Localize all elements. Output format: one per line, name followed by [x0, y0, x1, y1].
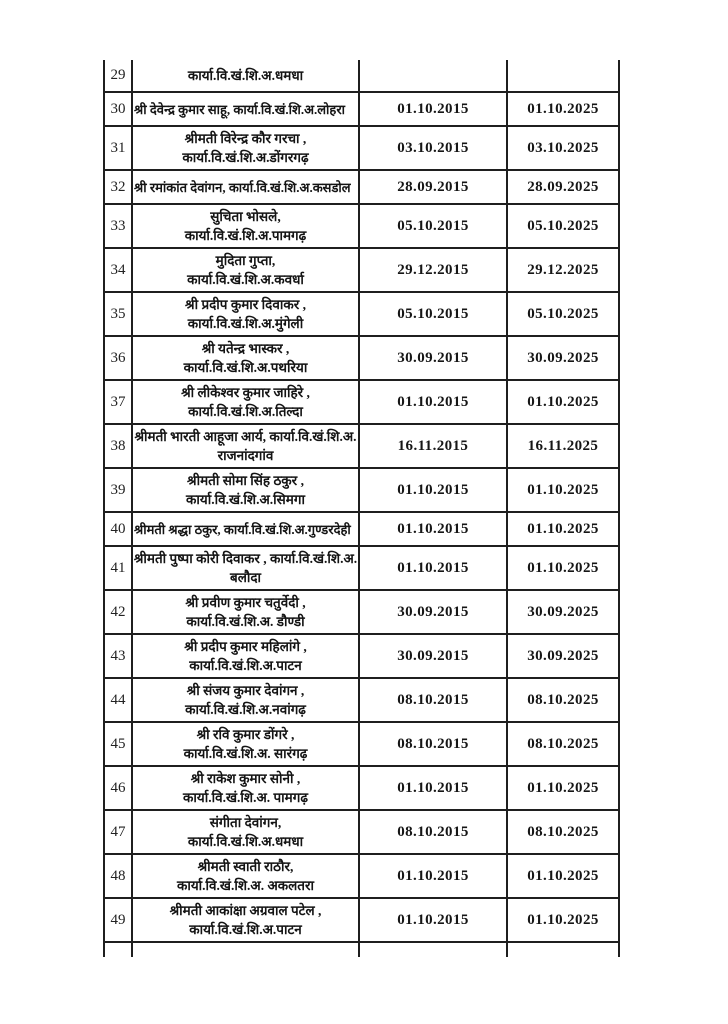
name-text [133, 469, 358, 511]
serial-cell [105, 899, 133, 941]
table-row [105, 811, 620, 855]
date-from: 08.10.2015 [397, 823, 469, 840]
table-row [105, 723, 620, 767]
name-cell [133, 127, 360, 169]
name-line-2: कार्या.वि.खं.शि.अ.सिमगा [186, 492, 305, 507]
name-line-1: मुदिता गुप्ता, [215, 253, 276, 268]
date-to-cell [508, 469, 620, 511]
serial-cell [105, 205, 133, 247]
date-to-cell [508, 60, 620, 91]
date-to: 01.10.2025 [527, 520, 599, 537]
name-cell [133, 855, 360, 897]
date-to: 30.09.2025 [527, 349, 599, 366]
name-text [133, 547, 358, 589]
name-line-2: कार्या.वि.खं.शि.अ.नवांगढ़ [185, 702, 306, 717]
date-from: 28.09.2015 [397, 178, 469, 195]
date-from-cell [360, 93, 508, 125]
name-cell [133, 93, 360, 125]
name-line-2: कार्या.वि.खं.शि.अ. पामगढ़ [183, 790, 308, 805]
date-from: 16.11.2015 [397, 437, 469, 454]
date-to-cell [508, 425, 620, 467]
date-to-cell [508, 205, 620, 247]
table-row [105, 381, 620, 425]
date-to-cell [508, 547, 620, 589]
serial-number: 38 [110, 437, 126, 454]
name-text [133, 899, 358, 941]
name-text [133, 591, 358, 633]
name-text [133, 767, 358, 809]
date-from-cell [360, 513, 508, 545]
table-row [105, 249, 620, 293]
date-from-cell [360, 723, 508, 765]
serial-number: 44 [110, 691, 126, 708]
table-row [105, 899, 620, 943]
name-line-1: श्री राकेश कुमार सोनी , [190, 771, 301, 786]
date-from-cell [360, 205, 508, 247]
date-to-cell [508, 679, 620, 721]
serial-number: 46 [110, 779, 126, 796]
name-cell [133, 899, 360, 941]
name-line-1: श्री रमांकांत देवांगन, कार्या.वि.खं.शि.अ.कसडोल [134, 179, 351, 195]
name-cell [133, 591, 360, 633]
serial-cell [105, 249, 133, 291]
date-from: 08.10.2015 [397, 735, 469, 752]
name-line-1: श्रीमती भारती आहूजा आर्य, कार्या.वि.खं.शि.अ. [134, 429, 357, 444]
name-line-2: बलौदा [229, 570, 262, 585]
name-line-1: श्री रवि कुमार डोंगरे , [196, 727, 295, 742]
name-cell [133, 943, 360, 957]
serial-cell [105, 547, 133, 589]
date-from: 29.12.2015 [397, 261, 469, 278]
table-row [105, 171, 620, 205]
date-from-cell [360, 547, 508, 589]
name-text [133, 943, 358, 957]
name-cell [133, 249, 360, 291]
table-row [105, 337, 620, 381]
name-text [133, 723, 358, 765]
date-to: 03.10.2025 [527, 139, 599, 156]
name-line-1: श्रीमती विरेन्द्र कौर गरचा , [184, 131, 307, 146]
date-to: 30.09.2025 [527, 603, 599, 620]
date-from: 08.10.2015 [397, 691, 469, 708]
name-text [133, 811, 358, 853]
name-text [133, 205, 358, 247]
serial-number: 41 [110, 559, 126, 576]
name-line-2: कार्या.वि.खं.शि.अ.पामगढ़ [184, 228, 307, 243]
name-line-1: श्री प्रदीप कुमार महिलांगे , [184, 639, 307, 654]
name-line-2: कार्या.वि.खं.शि.अ. डौण्डी [186, 614, 305, 629]
date-to: 16.11.2025 [527, 437, 599, 454]
name-line-2: कार्या.वि.खं.शि.अ.डोंगरगढ़ [182, 150, 309, 165]
name-cell [133, 635, 360, 677]
date-to-cell [508, 249, 620, 291]
name-line-1: श्री लीकेश्वर कुमार जाहिरे , [181, 385, 310, 400]
date-to: 01.10.2025 [527, 100, 599, 117]
date-from: 01.10.2015 [397, 867, 469, 884]
date-to-cell [508, 635, 620, 677]
name-line-1: कार्या.वि.खं.शि.अ.धमधा [187, 68, 304, 83]
date-to: 01.10.2025 [527, 867, 599, 884]
name-cell [133, 469, 360, 511]
date-from-cell [360, 381, 508, 423]
date-from: 01.10.2015 [397, 481, 469, 498]
date-from: 30.09.2015 [397, 349, 469, 366]
name-text [133, 513, 358, 545]
date-to-cell [508, 855, 620, 897]
name-cell [133, 679, 360, 721]
name-line-1: श्रीमती आकांक्षा अग्रवाल पटेल , [169, 903, 322, 918]
date-to: 01.10.2025 [527, 393, 599, 410]
name-line-1: श्रीमती स्वाती राठौर, [197, 859, 294, 874]
name-line-1: श्री देवेन्द्र कुमार साहू, कार्या.वि.खं.शि.अ.लोहरा [134, 101, 346, 117]
name-line-1: श्रीमती सोमा सिंह ठकुर , [187, 473, 304, 488]
date-from-cell [360, 943, 508, 957]
serial-number: 43 [110, 647, 126, 664]
date-from: 01.10.2015 [397, 911, 469, 928]
date-from: 01.10.2015 [397, 100, 469, 117]
date-from-cell [360, 811, 508, 853]
date-to: 08.10.2025 [527, 691, 599, 708]
serial-cell [105, 381, 133, 423]
serial-cell [105, 469, 133, 511]
serial-cell [105, 767, 133, 809]
name-line-2: कार्या.वि.खं.शि.अ.पथरिया [183, 360, 308, 375]
date-from-cell [360, 249, 508, 291]
name-text [133, 425, 358, 467]
personnel-table [103, 60, 620, 957]
name-cell [133, 811, 360, 853]
name-line-1: श्रीमती पुष्पा कोरी दिवाकर , कार्या.वि.खं.शि.अ. [133, 551, 358, 566]
name-text [133, 337, 358, 379]
serial-cell [105, 943, 133, 957]
date-from: 03.10.2015 [397, 139, 469, 156]
serial-number: 37 [110, 393, 126, 410]
table-row [105, 425, 620, 469]
serial-cell [105, 513, 133, 545]
table-row [105, 591, 620, 635]
name-text [133, 249, 358, 291]
name-line-2: कार्या.वि.खं.शि.अ.तिल्दा [188, 404, 303, 419]
date-to-cell [508, 723, 620, 765]
name-cell [133, 60, 360, 91]
serial-cell [105, 60, 133, 91]
date-to-cell [508, 293, 620, 335]
name-cell [133, 513, 360, 545]
date-from-cell [360, 591, 508, 633]
date-to-cell [508, 337, 620, 379]
table-row [105, 855, 620, 899]
name-text [133, 381, 358, 423]
date-to: 01.10.2025 [527, 779, 599, 796]
date-from-cell [360, 635, 508, 677]
serial-number: 30 [110, 100, 126, 117]
name-cell [133, 381, 360, 423]
name-line-1: श्रीमती श्रद्धा ठकुर, कार्या.वि.खं.शि.अ.गुण्डरदेही [134, 521, 351, 537]
name-line-2: कार्या.वि.खं.शि.अ.पाटन [189, 922, 302, 937]
date-from-cell [360, 60, 508, 91]
serial-number: 39 [110, 481, 126, 498]
table-row [105, 127, 620, 171]
date-to-cell [508, 513, 620, 545]
serial-number: 33 [110, 217, 126, 234]
serial-number: 45 [110, 735, 126, 752]
table-row [105, 93, 620, 127]
name-line-1: श्री संजय कुमार देवांगन , [186, 683, 305, 698]
name-line-2: कार्या.वि.खं.शि.अ.पाटन [189, 658, 302, 673]
serial-cell [105, 425, 133, 467]
date-from-cell [360, 171, 508, 203]
date-to: 08.10.2025 [527, 735, 599, 752]
serial-number: 31 [110, 139, 126, 156]
serial-number: 36 [110, 349, 126, 366]
date-from: 01.10.2015 [397, 779, 469, 796]
date-to-cell [508, 93, 620, 125]
date-from: 01.10.2015 [397, 559, 469, 576]
table-row [105, 293, 620, 337]
name-text [133, 171, 358, 203]
date-to: 01.10.2025 [527, 911, 599, 928]
date-to-cell [508, 899, 620, 941]
name-cell [133, 171, 360, 203]
serial-number: 47 [110, 823, 126, 840]
date-to: 29.12.2025 [527, 261, 599, 278]
date-from-cell [360, 767, 508, 809]
date-to: 30.09.2025 [527, 647, 599, 664]
serial-cell [105, 679, 133, 721]
date-from-cell [360, 679, 508, 721]
name-line-2: कार्या.वि.खं.शि.अ. अकलतरा [176, 878, 315, 893]
date-from-cell [360, 425, 508, 467]
serial-number: 40 [110, 520, 126, 537]
table-row [105, 469, 620, 513]
name-line-2: कार्या.वि.खं.शि.अ.कवर्धा [187, 272, 304, 287]
serial-cell [105, 635, 133, 677]
name-line-1: श्री प्रवीण कुमार चतुर्वेदी , [185, 595, 306, 610]
name-line-1: श्री प्रदीप कुमार दिवाकर , [185, 297, 306, 312]
table-row [105, 60, 620, 93]
date-to-cell [508, 127, 620, 169]
name-cell [133, 767, 360, 809]
table-row [105, 205, 620, 249]
name-cell [133, 723, 360, 765]
name-text [133, 60, 358, 91]
date-to-cell [508, 381, 620, 423]
name-line-2: कार्या.वि.खं.शि.अ.मुंगेली [187, 316, 304, 331]
serial-number: 35 [110, 305, 126, 322]
table-row-cutoff [105, 943, 620, 957]
name-line-2: राजनांदगांव [217, 448, 274, 463]
name-line-1: सुचिता भोसले, [210, 209, 281, 224]
serial-cell [105, 591, 133, 633]
name-cell [133, 425, 360, 467]
name-line-1: श्री यतेन्द्र भास्कर , [201, 341, 290, 356]
serial-number: 34 [110, 261, 126, 278]
name-line-2: कार्या.वि.खं.शि.अ.धमधा [187, 834, 304, 849]
date-to: 08.10.2025 [527, 823, 599, 840]
date-from-cell [360, 899, 508, 941]
date-to-cell [508, 943, 620, 957]
date-to: 28.09.2025 [527, 178, 599, 195]
date-to-cell [508, 767, 620, 809]
date-from: 30.09.2015 [397, 603, 469, 620]
name-text [133, 679, 358, 721]
date-to: 01.10.2025 [527, 481, 599, 498]
date-from: 05.10.2015 [397, 217, 469, 234]
name-cell [133, 205, 360, 247]
serial-number: 49 [110, 911, 126, 928]
date-from-cell [360, 127, 508, 169]
serial-cell [105, 93, 133, 125]
table-row [105, 513, 620, 547]
name-text [133, 635, 358, 677]
date-from: 30.09.2015 [397, 647, 469, 664]
table-row [105, 547, 620, 591]
name-cell [133, 337, 360, 379]
serial-number: 32 [110, 178, 126, 195]
date-from: 01.10.2015 [397, 393, 469, 410]
date-from: 01.10.2015 [397, 520, 469, 537]
table-row [105, 635, 620, 679]
serial-number: 29 [110, 67, 126, 83]
name-cell [133, 547, 360, 589]
name-text [133, 293, 358, 335]
date-from-cell [360, 337, 508, 379]
serial-cell [105, 171, 133, 203]
serial-cell [105, 337, 133, 379]
date-to-cell [508, 811, 620, 853]
serial-number: 48 [110, 867, 126, 884]
date-from-cell [360, 855, 508, 897]
name-text [133, 855, 358, 897]
date-to: 01.10.2025 [527, 559, 599, 576]
serial-cell [105, 811, 133, 853]
name-text [133, 127, 358, 169]
serial-cell [105, 855, 133, 897]
table-row [105, 767, 620, 811]
name-line-2: कार्या.वि.खं.शि.अ. सारंगढ़ [183, 746, 308, 761]
name-cell [133, 293, 360, 335]
date-from-cell [360, 293, 508, 335]
date-to: 05.10.2025 [527, 217, 599, 234]
date-to: 05.10.2025 [527, 305, 599, 322]
date-to-cell [508, 171, 620, 203]
serial-number: 42 [110, 603, 126, 620]
table-row [105, 679, 620, 723]
serial-cell [105, 293, 133, 335]
date-from: 05.10.2015 [397, 305, 469, 322]
serial-cell [105, 127, 133, 169]
date-from-cell [360, 469, 508, 511]
serial-cell [105, 723, 133, 765]
name-line-1: संगीता देवांगन, [209, 815, 282, 830]
name-text [133, 93, 358, 125]
date-to-cell [508, 591, 620, 633]
